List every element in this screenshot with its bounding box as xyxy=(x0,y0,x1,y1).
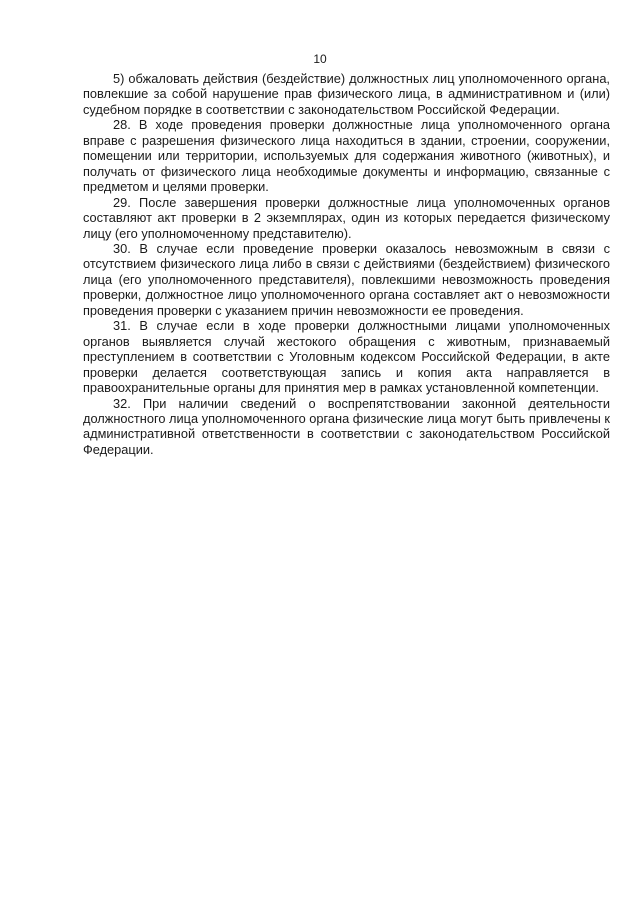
paragraph-30: 30. В случае если проведение проверки оказалось невозможным в связи с отсутствием физического лица либо в связи с действиями (бездействием) физического лица (его уполномоченного представителя), повлекшими невозможность проведения проверки, должностное лицо уполномоченного органа составляет акт о невозможности проведения проверки с указанием причин невозможности ее проведения. xyxy=(83,240,610,318)
paragraph-31: 31. В случае если в ходе проверки должностными лицами уполномоченных органов выявляется случай жестокого обращения с животным, признаваемый преступлением в соответствии с Уголовным кодексом Российской Федерации, в акте проверки делается соответствующая запись и копия акта направляется в правоохранительные органы для принятия мер в рамках установленной компетенции. xyxy=(83,318,610,396)
document-body xyxy=(83,71,610,457)
paragraph-32: 32. При наличии сведений о воспрепятствовании законной деятельности должностного лица уполномоченного органа физические лица могут быть привлечены к административной ответственности в соответствии с законодательством Российской Федерации. xyxy=(83,395,610,457)
paragraph-29: 29. После завершения проверки должностные лица уполномоченных органов составляют акт проверки в 2 экземплярах, один из которых передается физическому лицу (его уполномоченному представителю). xyxy=(83,194,610,241)
paragraph-item-5: 5) обжаловать действия (бездействие) должностных лиц уполномоченного органа, повлекшие за собой нарушение прав физического лица, в административном и (или) судебном порядке в соответствии с законодательством Российской Федерации. xyxy=(83,71,610,117)
page-number: 10 xyxy=(313,52,327,66)
paragraph-28: 28. В ходе проведения проверки должностные лица уполномоченного органа вправе с разрешения физического лица находиться в здании, строении, сооружении, помещении или территории, используемых для содержания животного (животных), и получать от физического лица необходимые документы и информацию, связанные с предметом и целями проверки. xyxy=(83,117,610,195)
